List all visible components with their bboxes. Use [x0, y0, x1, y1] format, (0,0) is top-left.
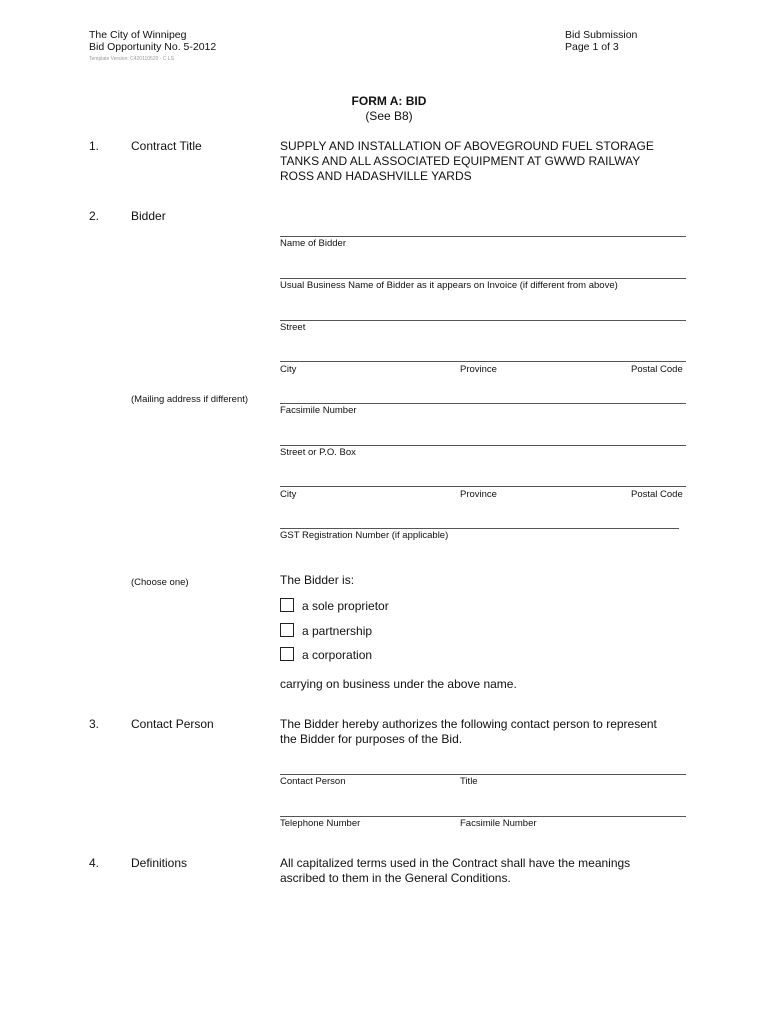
header-org: The City of Winnipeg [89, 29, 187, 41]
section-3-label: Contact Person [131, 717, 214, 731]
business-name-label: Usual Business Name of Bidder as it appears on Invoice (if different from above) [280, 280, 618, 291]
contact-authorization-line-2: the Bidder for purposes of the Bid. [280, 732, 463, 746]
telephone-facsimile-field[interactable] [280, 816, 686, 817]
facsimile-field[interactable] [280, 403, 686, 404]
corporation-label: a corporation [302, 648, 373, 662]
contact-person-label: Contact Person [280, 776, 346, 787]
section-1-number: 1. [89, 139, 100, 153]
name-of-bidder-field[interactable] [280, 236, 686, 237]
contact-title-label: Title [460, 776, 478, 787]
contract-title-line-2: TANKS AND ALL ASSOCIATED EQUIPMENT AT GWWD RAILWAY [280, 154, 641, 168]
section-2-label: Bidder [131, 209, 166, 223]
contract-title-line-3: ROSS AND HADASHVILLE YARDS [280, 169, 472, 183]
corporation-checkbox[interactable] [280, 647, 294, 661]
street-field[interactable] [280, 320, 686, 321]
section-4-number: 4. [89, 856, 100, 870]
contract-title-line-1: SUPPLY AND INSTALLATION OF ABOVEGROUND FUEL STORAGE [280, 139, 654, 153]
postal-code-label: Postal Code [631, 364, 683, 375]
header-page-number: Page 1 of 3 [565, 41, 619, 53]
sole-proprietor-checkbox[interactable] [280, 598, 294, 612]
contact-person-title-field[interactable] [280, 774, 686, 775]
gst-registration-label: GST Registration Number (if applicable) [280, 530, 449, 541]
form-title: FORM A: BID [351, 94, 427, 108]
partnership-label: a partnership [302, 624, 373, 638]
form-subtitle: (See B8) [365, 109, 413, 123]
definitions-line-1: All capitalized terms used in the Contract shall have the meanings [280, 856, 631, 870]
bidder-is-label: The Bidder is: [280, 573, 355, 587]
city-label: City [280, 364, 297, 375]
header-submission: Bid Submission [565, 29, 638, 41]
name-of-bidder-label: Name of Bidder [280, 238, 347, 249]
city-province-postal-field[interactable] [280, 361, 686, 362]
section-2-number: 2. [89, 209, 100, 223]
section-3-number: 3. [89, 717, 100, 731]
header-bid-number: Bid Opportunity No. 5-2012 [89, 41, 217, 53]
section-4-label: Definitions [131, 856, 188, 870]
mailing-city-province-postal-field[interactable] [280, 486, 686, 487]
contact-authorization-line-1: The Bidder hereby authorizes the following contact person to represent [280, 717, 657, 731]
mailing-province-label: Province [460, 489, 497, 500]
street-po-box-label: Street or P.O. Box [280, 447, 356, 458]
choose-one-note: (Choose one) [131, 577, 189, 588]
telephone-number-label: Telephone Number [280, 818, 361, 829]
business-name-field[interactable] [280, 278, 686, 279]
street-po-box-field[interactable] [280, 445, 686, 446]
mailing-postal-code-label: Postal Code [631, 489, 683, 500]
gst-registration-field[interactable] [280, 528, 679, 529]
carrying-on-business-text: carrying on business under the above name. [280, 677, 517, 691]
definitions-line-2: ascribed to them in the General Conditions. [280, 871, 511, 885]
street-label: Street [280, 322, 306, 333]
section-1-label: Contract Title [131, 139, 202, 153]
mailing-city-label: City [280, 489, 297, 500]
contact-facsimile-label: Facsimile Number [460, 818, 537, 829]
facsimile-label: Facsimile Number [280, 405, 357, 416]
mailing-address-note: (Mailing address if different) [131, 394, 249, 405]
province-label: Province [460, 364, 497, 375]
sole-proprietor-label: a sole proprietor [302, 599, 389, 613]
header-template-version: Template Version: C420110520 - C LS [89, 56, 174, 62]
partnership-checkbox[interactable] [280, 623, 294, 637]
